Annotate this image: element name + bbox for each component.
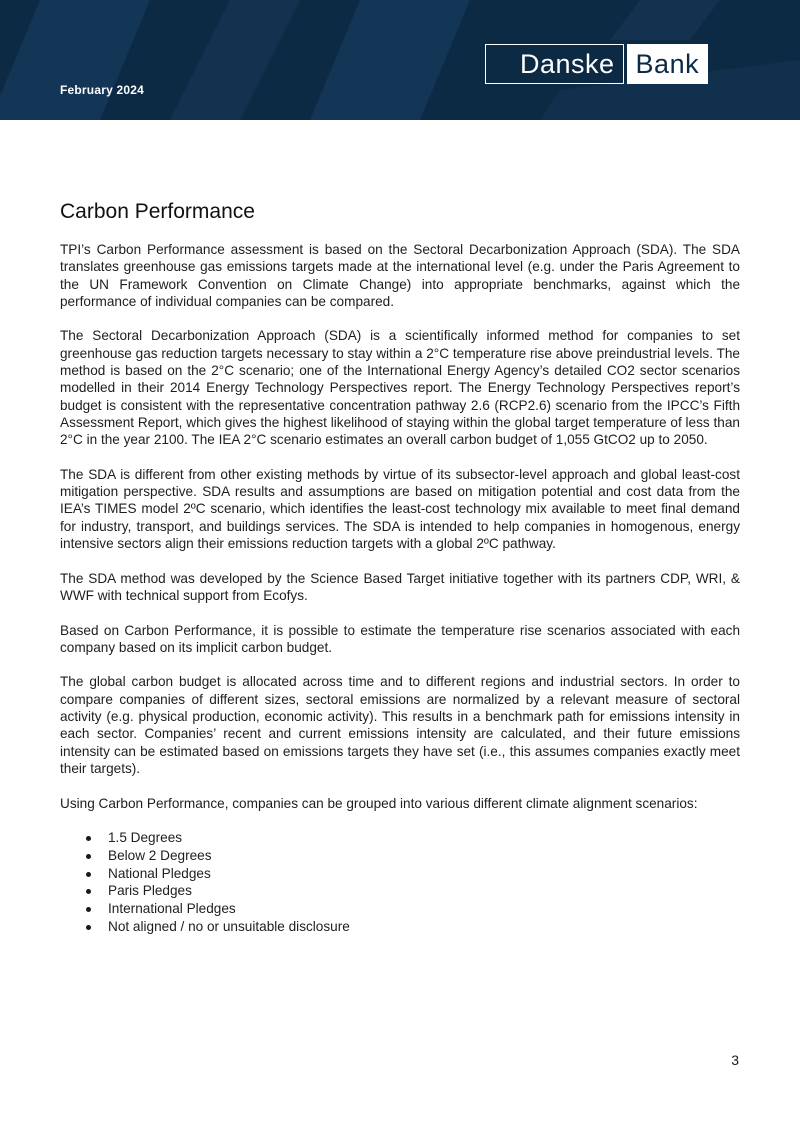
danske-bank-logo (485, 44, 708, 84)
bullet-icon (86, 925, 91, 930)
list-item (60, 847, 740, 865)
paragraph: The Sectoral Decarbonization Approach (SDA) is a scientifically informed method for companies to set greenhouse gas reduction targets necessary to stay within a 2°C temperature rise above preindustrial levels. The method is based on the 2°C scenario; one of the International Energy Agency’s detailed CO2 sector scenarios modelled in their 2014 Energy Technology Perspectives report. The Energy Technology Perspectives report’s budget is consistent with the representative concentration pathway 2.6 (RCP2.6) scenario from the IPCC’s Fifth Assessment Report, which gives the highest likelihood of staying within the global target temperature of less than 2°C in the year 2100. The IEA 2°C scenario estimates an overall carbon budget of 1,055 GtCO2 up to 2050. (60, 328, 740, 448)
header-banner (0, 0, 800, 120)
logo-bank-text: Bank (627, 44, 709, 84)
logo-danske-text: Danske (485, 44, 624, 84)
list-item-label: Not aligned / no or unsuitable disclosure (108, 919, 350, 935)
paragraph: The global carbon budget is allocated across time and to different regions and industrial sectors. In order to compare companies of different sizes, sectoral emissions are normalized by a relevant measure of sectoral activity (e.g. physical production, economic activity). This results in a benchmark path for emissions intensity in each sector. Companies’ recent and current emissions intensity are calculated, and their future emissions intensity can be estimated based on emissions targets they have set (i.e., this assumes companies exactly meet their targets). (60, 674, 740, 776)
bullet-icon (86, 872, 91, 877)
section-body (60, 241, 740, 936)
list-item-label: Paris Pledges (108, 883, 192, 899)
list-item (60, 882, 740, 900)
list-item-label: 1.5 Degrees (108, 830, 183, 846)
scenario-list (60, 829, 740, 936)
bullet-icon (86, 836, 91, 841)
paragraph: TPI’s Carbon Performance assessment is based on the Sectoral Decarbonization Approach (SDA). The SDA translates greenhouse gas emissions targets made at the international level (e.g. under the Paris Agreement to the UN Framework Convention on Climate Change) into appropriate benchmarks, against which the performance of individual companies can be compared. (60, 242, 740, 309)
paragraph: Using Carbon Performance, companies can be grouped into various different climate alignment scenarios: (60, 795, 698, 811)
list-item (60, 829, 740, 847)
list-item (60, 865, 740, 883)
paragraph: The SDA method was developed by the Science Based Target initiative together with its partners CDP, WRI, & WWF with technical support from Ecofys. (60, 570, 740, 603)
document-date: February 2024 (60, 83, 144, 97)
bullet-icon (86, 854, 91, 859)
list-item-label: International Pledges (108, 901, 236, 917)
list-item (60, 918, 740, 936)
list-item-label: Below 2 Degrees (108, 847, 212, 863)
paragraph: Based on Carbon Performance, it is possible to estimate the temperature rise scenarios associated with each company based on its implicit carbon budget. (60, 622, 740, 655)
bullet-icon (86, 907, 91, 912)
bullet-icon (86, 889, 91, 894)
list-item-label: National Pledges (108, 865, 211, 881)
paragraph: The SDA is different from other existing methods by virtue of its subsector-level approach and global least-cost mitigation perspective. SDA results and assumptions are based on mitigation potential and cost data from the IEA’s TIMES model 2ºC scenario, which identifies the least-cost technology mix available to meet final demand for industry, transport, and buildings services. The SDA is intended to help companies in homogenous, energy intensive sectors align their emissions reduction targets with a global 2ºC pathway. (60, 466, 740, 552)
page-number: 3 (731, 1052, 739, 1068)
section-title: Carbon Performance (60, 200, 255, 223)
list-item (60, 900, 740, 918)
